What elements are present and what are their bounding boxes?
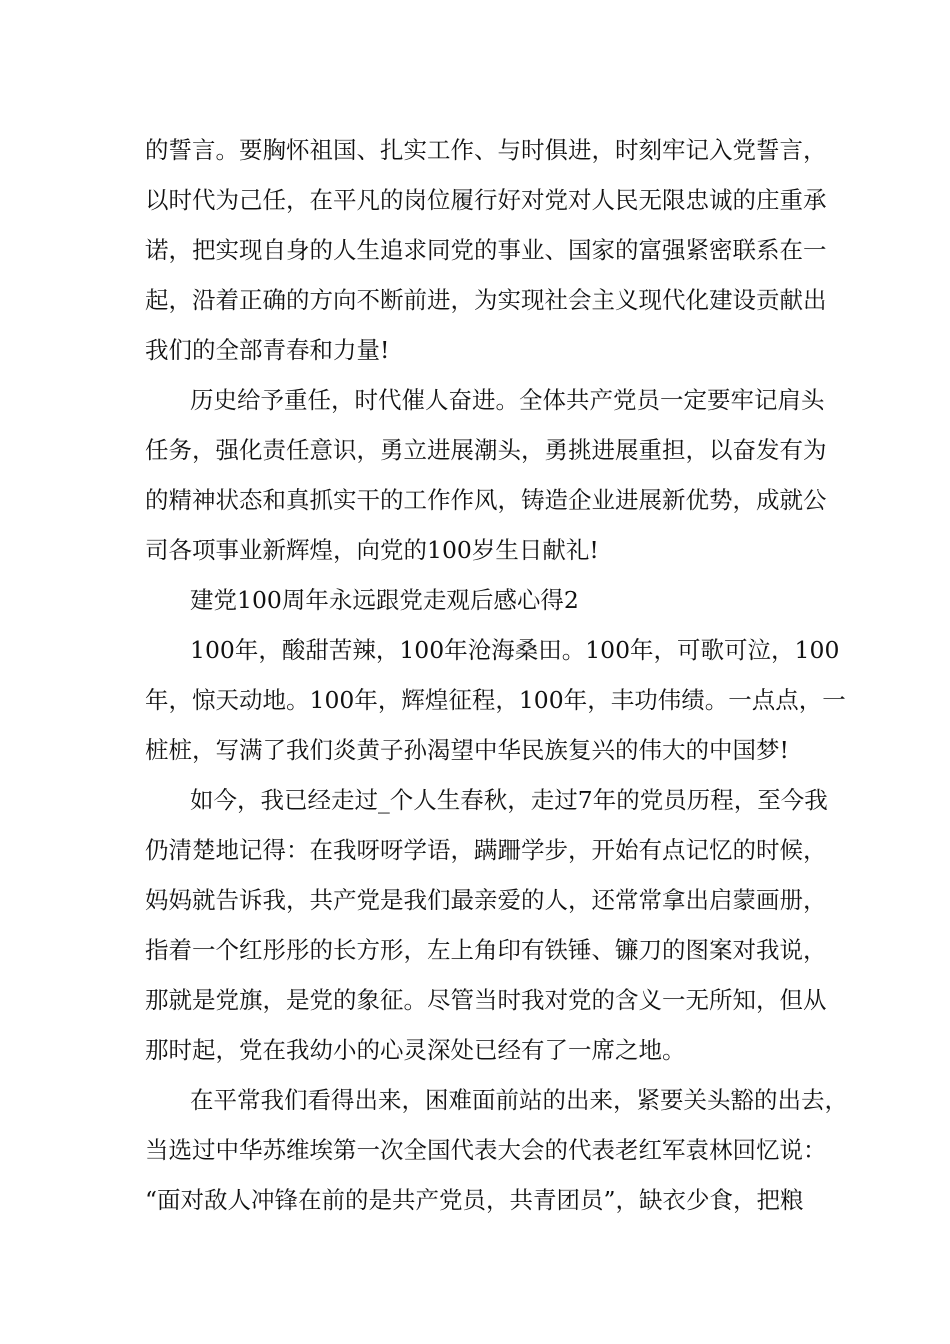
text-line: “面对敌人冲锋在前的是共产党员，共青团员”，缺衣少食，把粮 [145,1186,804,1214]
paragraph-first-line: 在平常我们看得出来，困难面前站的出来，紧要关头豁的出去， [190,1086,848,1114]
text-line: 的精神状态和真抓实干的工作作风，铸造企业进展新优势，成就公 [145,486,827,514]
text-line: 妈妈就告诉我，共产党是我们最亲爱的人，还常常拿出启蒙画册， [145,886,827,914]
paragraph-first-line: 100年，酸甜苦辣，100年沧海桑田。100年，可歌可泣，100 [190,636,840,664]
paragraph-first-line: 历史给予重任，时代催人奋进。全体共产党员一定要牢记肩头 [190,386,825,414]
text-line: 年，惊天动地。100年，辉煌征程，100年，丰功伟绩。一点点，一 [145,686,846,714]
text-line: 起，沿着正确的方向不断前进，为实现社会主义现代化建设贡献出 [145,286,827,314]
text-line: 的誓言。要胸怀祖国、扎实工作、与时俱进，时刻牢记入党誓言， [145,136,827,164]
text-line: 以时代为己任，在平凡的岗位履行好对党对人民无限忠诚的庄重承 [145,186,827,214]
text-line: 当选过中华苏维埃第一次全国代表大会的代表老红军袁林回忆说： [145,1136,827,1164]
text-line: 任务，强化责任意识，勇立进展潮头，勇挑进展重担，以奋发有为 [145,436,827,464]
text-line: 诺，把实现自身的人生追求同党的事业、国家的富强紧密联系在一 [145,236,827,264]
paragraph-first-line: 如今，我已经走过_个人生春秋，走过7年的党员历程，至今我 [190,786,828,814]
text-line: 桩桩，写满了我们炎黄子孙渴望中华民族复兴的伟大的中国梦! [145,736,789,764]
text-line: 我们的全部青春和力量! [145,336,390,364]
text-line: 指着一个红彤彤的长方形，左上角印有铁锤、镰刀的图案对我说， [145,936,827,964]
section-heading: 建党100周年永远跟党走观后感心得2 [190,586,579,614]
text-line: 那时起，党在我幼小的心灵深处已经有了一席之地。 [145,1036,686,1064]
text-line: 仍清楚地记得：在我呀呀学语，蹒跚学步，开始有点记忆的时候， [145,836,827,864]
text-line: 司各项事业新辉煌，向党的100岁生日献礼! [145,536,599,564]
text-line: 那就是党旗，是党的象征。尽管当时我对党的含义一无所知，但从 [145,986,827,1014]
